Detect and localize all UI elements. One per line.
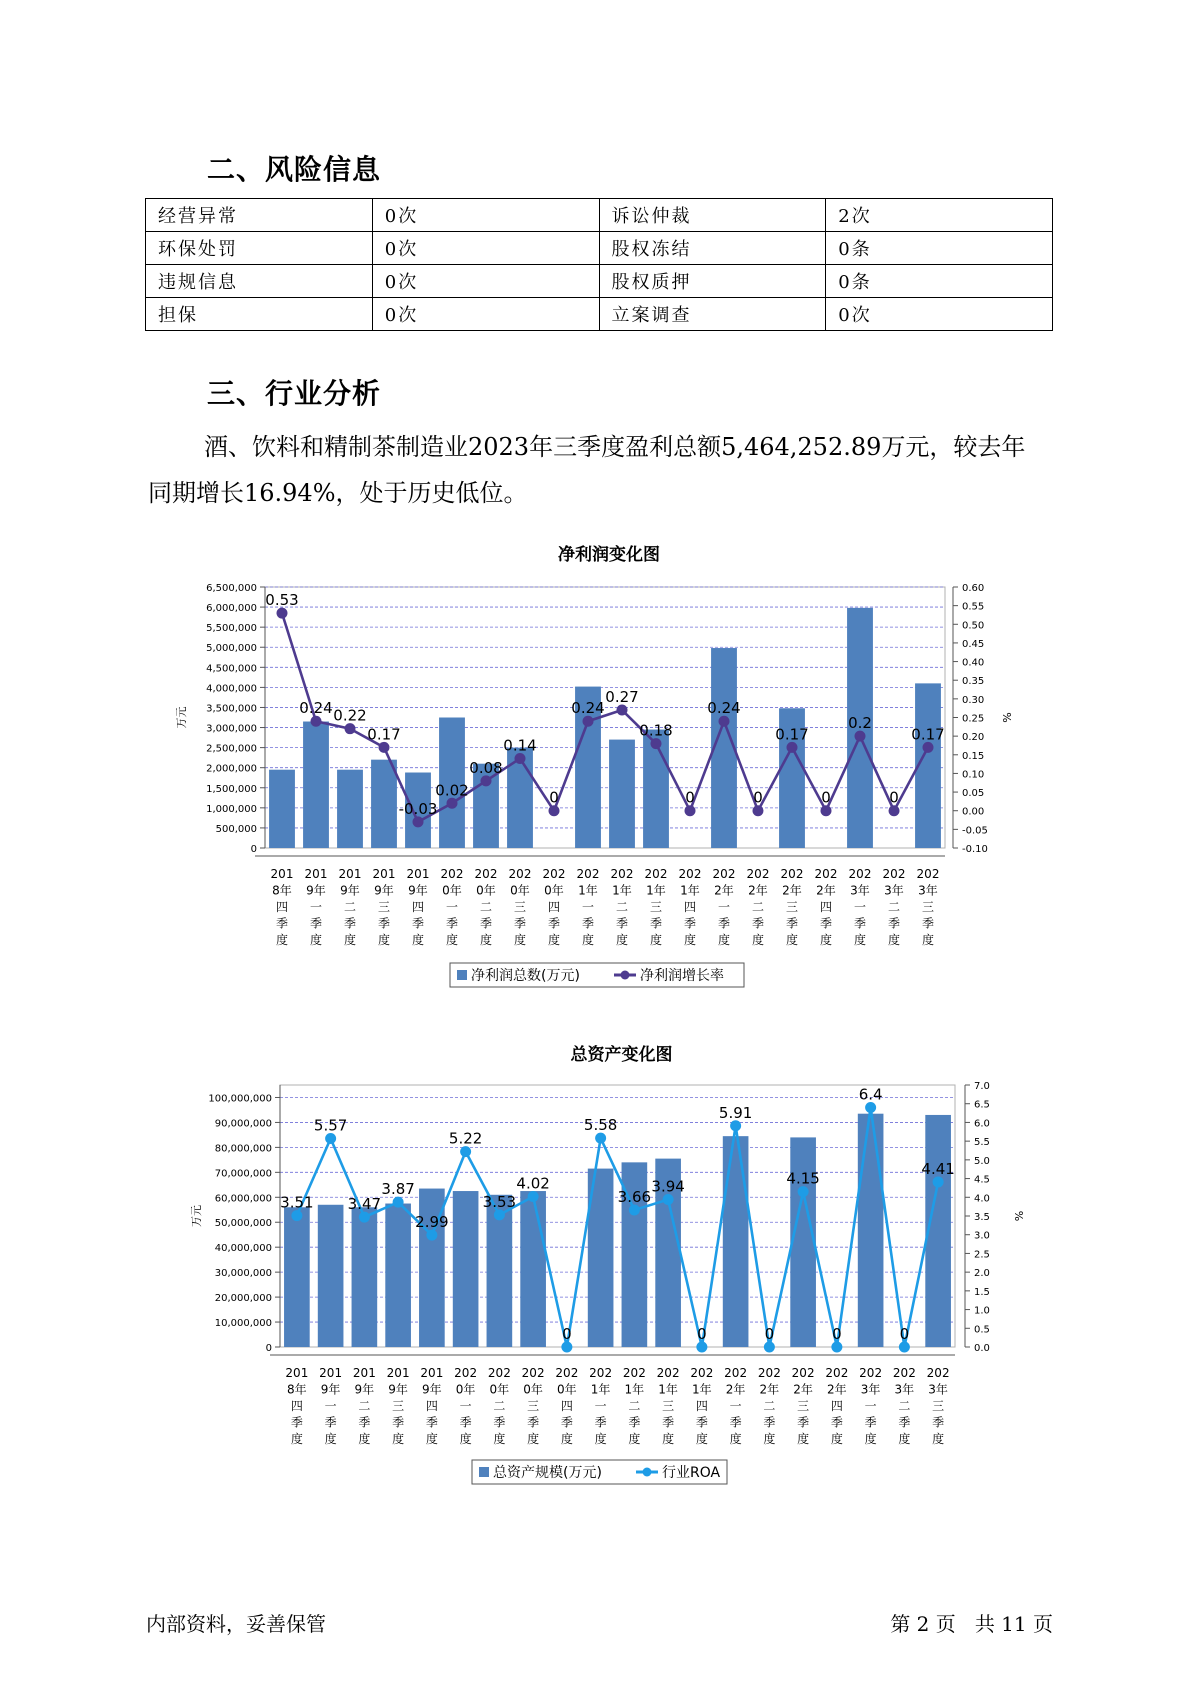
legend-line-label: 行业ROA (662, 1465, 721, 1481)
category-label: 202 3年二季度 (892, 1366, 916, 1446)
footer-page-number: 第 2 页 共 11 页 (890, 1612, 1053, 1636)
data-label: 5.91 (718, 1103, 753, 1122)
data-label: 0.27 (605, 688, 639, 707)
risk-item-label: 股权质押 (599, 265, 826, 298)
line-point (460, 1146, 471, 1157)
bar (520, 1191, 546, 1347)
data-label: 3.66 (617, 1188, 652, 1207)
category-label: 201 9年一季度 (319, 1366, 343, 1446)
line-point (393, 1197, 404, 1208)
line-point (325, 1133, 336, 1144)
data-label: 0 (821, 788, 831, 807)
legend-line-label: 净利润增长率 (640, 968, 724, 984)
data-label: 0 (889, 788, 899, 807)
right-tick-label: 0.00 (962, 806, 985, 818)
risk-table (145, 198, 1053, 331)
category-label: 201 9年三季度 (372, 867, 396, 947)
risk-item-value: 0次 (826, 298, 1053, 331)
data-label: 3.53 (482, 1192, 517, 1211)
data-label: 0 (685, 788, 695, 807)
left-tick-label: 1,000,000 (206, 803, 257, 815)
bar (337, 770, 363, 848)
category-label: 202 0年三季度 (508, 867, 532, 947)
right-tick-label: 1.0 (974, 1305, 990, 1317)
bar (453, 1191, 479, 1347)
category-label: 202 2年二季度 (757, 1366, 781, 1446)
category-label: 202 2年一季度 (712, 867, 736, 947)
category-label: 202 2年一季度 (724, 1366, 748, 1446)
category-label: 202 0年一季度 (440, 867, 464, 947)
chart-title: 净利润变化图 (558, 545, 660, 565)
right-tick-label: 0.50 (962, 620, 985, 632)
category-label: 202 0年二季度 (474, 867, 498, 947)
data-label: 5.57 (313, 1116, 348, 1135)
left-tick-label: 6,500,000 (206, 583, 257, 594)
legend-line-marker (643, 1468, 652, 1477)
left-tick-label: 90,000,000 (214, 1118, 272, 1130)
right-axis-title: % (1012, 1210, 1025, 1222)
line-point (481, 775, 492, 786)
risk-table-row (146, 298, 1053, 331)
right-tick-label: 4.0 (974, 1193, 990, 1205)
left-tick-label: 70,000,000 (214, 1168, 272, 1180)
data-label: 0.17 (911, 725, 945, 744)
risk-table-row (146, 232, 1053, 265)
category-label: 201 9年四季度 (420, 1366, 444, 1446)
data-label: 0.18 (639, 721, 673, 740)
risk-item-value: 0次 (372, 298, 599, 331)
right-tick-label: 0.5 (974, 1324, 990, 1336)
line-point (663, 1194, 674, 1205)
risk-item-value: 0条 (826, 232, 1053, 265)
line-point (561, 1342, 572, 1353)
category-label: 201 9年三季度 (386, 1366, 410, 1446)
data-label: 0 (562, 1325, 572, 1343)
line-point (787, 742, 798, 753)
data-label: 0.24 (707, 699, 741, 718)
risk-table-row (146, 199, 1053, 232)
line-point (719, 716, 730, 727)
line-point (696, 1342, 707, 1353)
category-label: 201 9年四季度 (406, 867, 430, 947)
legend-bar-swatch (479, 1467, 489, 1477)
left-tick-label: 0 (250, 844, 257, 855)
left-tick-label: 3,500,000 (206, 703, 257, 715)
category-label: 202 2年三季度 (791, 1366, 815, 1446)
right-tick-label: 0.10 (962, 769, 985, 781)
data-label: 0 (764, 1325, 775, 1343)
analysis-paragraph: 酒、饮料和精制茶制造业2023年三季度盈利总额5,464,252.89万元，较去年同期增长16.94%，处于历史低位。 (148, 433, 1026, 507)
risk-item-value: 0次 (372, 199, 599, 232)
line-point (426, 1230, 437, 1241)
bar (723, 1136, 749, 1347)
category-label: 202 2年四季度 (814, 867, 838, 947)
category-label: 202 2年四季度 (825, 1366, 849, 1446)
category-label: 202 2年三季度 (780, 867, 804, 947)
bar (352, 1207, 378, 1347)
right-tick-label: 0.45 (962, 638, 985, 650)
line-point (629, 1205, 640, 1216)
data-label: 5.58 (583, 1116, 618, 1135)
risk-item-label: 违规信息 (146, 265, 373, 298)
right-tick-label: 5.5 (974, 1137, 990, 1149)
left-tick-label: 30,000,000 (214, 1268, 272, 1280)
data-label: 0.17 (367, 725, 401, 744)
category-label: 202 2年二季度 (746, 867, 770, 947)
data-label: 0.22 (333, 706, 367, 725)
bar (269, 770, 295, 848)
line-point (494, 1209, 505, 1220)
line-point (933, 1176, 944, 1187)
legend-bar-label: 净利润总数(万元) (471, 968, 580, 984)
left-tick-label: 3,000,000 (206, 723, 257, 735)
category-label: 202 0年二季度 (487, 1366, 511, 1446)
left-tick-label: 6,000,000 (206, 603, 257, 615)
bar (371, 760, 397, 848)
right-tick-label: 0.0 (974, 1343, 990, 1354)
line-point (515, 753, 526, 764)
category-label: 201 9年二季度 (338, 867, 362, 947)
left-tick-label: 100,000,000 (208, 1093, 272, 1105)
left-tick-label: 2,000,000 (206, 763, 257, 775)
right-tick-label: 0.05 (962, 788, 985, 800)
data-label: 0.53 (265, 591, 299, 610)
category-label: 202 1年二季度 (610, 867, 634, 947)
data-label: 0 (549, 788, 559, 807)
line-point (528, 1191, 539, 1202)
legend-line-marker (621, 971, 630, 980)
category-label: 202 3年三季度 (916, 867, 940, 947)
chart-title: 总资产变化图 (570, 1045, 673, 1065)
left-tick-label: 1,500,000 (206, 783, 257, 795)
line-point (831, 1342, 842, 1353)
legend-bar-label: 总资产规模(万元) (493, 1465, 602, 1481)
left-tick-label: 50,000,000 (214, 1218, 272, 1230)
data-label: 0.24 (299, 699, 333, 718)
bar (609, 740, 635, 848)
data-label: 0 (697, 1325, 707, 1343)
line-point (798, 1186, 809, 1197)
data-label: 3.51 (280, 1193, 314, 1212)
line-point (447, 798, 458, 809)
line-point (549, 805, 560, 816)
category-label: 202 0年四季度 (542, 867, 566, 947)
category-label: 202 1年四季度 (690, 1366, 714, 1446)
category-label: 202 1年一季度 (589, 1366, 613, 1446)
left-tick-label: 5,000,000 (206, 643, 257, 655)
risk-item-label: 诉讼仲裁 (599, 199, 826, 232)
category-label: 201 9年一季度 (304, 867, 328, 947)
line-point (413, 816, 424, 827)
category-label: 202 0年一季度 (454, 1366, 478, 1446)
right-tick-label: 0.60 (962, 583, 985, 594)
left-tick-label: 0 (265, 1343, 272, 1354)
right-tick-label: 3.0 (974, 1230, 990, 1242)
line-point (764, 1342, 775, 1353)
footer-confidential-note: 内部资料，妥善保管 (146, 1612, 326, 1636)
line-point (855, 731, 866, 742)
right-tick-label: -0.05 (962, 825, 988, 837)
data-label: 0 (832, 1325, 842, 1343)
data-label: 6.4 (858, 1085, 883, 1104)
category-label: 201 9年二季度 (352, 1366, 376, 1446)
right-tick-label: 4.5 (974, 1174, 990, 1186)
left-tick-label: 5,500,000 (206, 623, 257, 635)
data-label: 0.14 (503, 736, 537, 755)
right-tick-label: -0.10 (962, 844, 988, 855)
right-tick-label: 0.30 (962, 694, 985, 706)
risk-item-value: 0条 (826, 265, 1053, 298)
line-point (753, 805, 764, 816)
left-tick-label: 60,000,000 (214, 1193, 272, 1205)
risk-item-label: 股权冻结 (599, 232, 826, 265)
data-label: 3.47 (347, 1195, 382, 1214)
category-label: 202 1年四季度 (678, 867, 702, 947)
line-point (617, 705, 628, 716)
right-tick-label: 6.0 (974, 1118, 990, 1130)
data-label: -0.03 (398, 799, 438, 818)
line-point (923, 742, 934, 753)
left-axis-title: 万元 (175, 706, 188, 729)
left-tick-label: 4,500,000 (206, 663, 257, 675)
line-point (595, 1133, 606, 1144)
right-tick-label: 1.5 (974, 1286, 990, 1298)
data-label: 3.94 (651, 1177, 685, 1196)
category-label: 202 3年二季度 (882, 867, 906, 947)
category-label: 201 8年四季度 (270, 867, 294, 947)
right-tick-label: 0.35 (962, 676, 985, 688)
legend-bar-swatch (457, 970, 467, 980)
risk-item-label: 环保处罚 (146, 232, 373, 265)
data-label: 5.22 (448, 1129, 483, 1148)
risk-item-label: 担保 (146, 298, 373, 331)
line-point (291, 1210, 302, 1221)
left-tick-label: 500,000 (215, 823, 257, 835)
left-axis-title: 万元 (190, 1205, 203, 1227)
line-point (889, 805, 900, 816)
line-point (345, 723, 356, 734)
data-label: 4.15 (786, 1169, 820, 1188)
data-label: 4.41 (921, 1159, 955, 1178)
line-point (311, 716, 322, 727)
bar (318, 1205, 344, 1347)
category-label: 202 3年一季度 (859, 1366, 883, 1446)
line-point (685, 805, 696, 816)
left-tick-label: 80,000,000 (214, 1143, 272, 1155)
right-tick-label: 7.0 (974, 1081, 990, 1092)
risk-item-label: 经营异常 (146, 199, 373, 232)
net-profit-chart (0, 540, 1191, 1020)
right-tick-label: 0.25 (962, 713, 985, 725)
right-tick-label: 2.0 (974, 1268, 990, 1280)
right-tick-label: 6.5 (974, 1099, 990, 1111)
line-point (359, 1212, 370, 1223)
category-label: 202 3年三季度 (926, 1366, 950, 1446)
line-point (865, 1102, 876, 1113)
category-label: 202 1年三季度 (644, 867, 668, 947)
category-label: 202 3年一季度 (848, 867, 872, 947)
left-tick-label: 2,500,000 (206, 743, 257, 755)
right-tick-label: 0.20 (962, 732, 985, 744)
right-tick-label: 0.55 (962, 601, 985, 613)
plot-frame (280, 1085, 955, 1347)
right-tick-label: 0.15 (962, 750, 985, 762)
risk-item-value: 0次 (372, 265, 599, 298)
right-tick-label: 0.40 (962, 657, 985, 669)
category-label: 202 0年三季度 (521, 1366, 545, 1446)
data-label: 2.99 (415, 1213, 449, 1232)
left-tick-label: 4,000,000 (206, 683, 257, 695)
line-point (651, 738, 662, 749)
right-tick-label: 5.0 (974, 1155, 990, 1167)
section-3-title: 三、行业分析 (207, 377, 382, 410)
category-label: 202 1年三季度 (656, 1366, 680, 1446)
risk-item-value: 2次 (826, 199, 1053, 232)
data-label: 3.87 (381, 1180, 415, 1199)
right-tick-label: 3.5 (974, 1212, 990, 1223)
category-label: 202 1年一季度 (576, 867, 600, 947)
category-label: 202 1年二季度 (622, 1366, 646, 1446)
bar (303, 722, 329, 848)
data-label: 0.24 (571, 699, 605, 718)
right-axis-title: % (1000, 712, 1013, 723)
bar (858, 1114, 884, 1347)
category-label: 202 0年四季度 (555, 1366, 579, 1446)
category-label: 201 8年四季度 (285, 1366, 309, 1446)
total-assets-chart (0, 1040, 1191, 1520)
line-point (899, 1342, 910, 1353)
data-label: 4.02 (516, 1174, 550, 1193)
line-point (583, 716, 594, 727)
data-label: 0.17 (775, 725, 809, 744)
data-label: 0.02 (435, 781, 469, 800)
data-label: 0 (753, 788, 763, 807)
line-point (379, 742, 390, 753)
left-tick-label: 10,000,000 (214, 1318, 272, 1330)
risk-item-value: 0次 (372, 232, 599, 265)
risk-item-label: 立案调查 (599, 298, 826, 331)
bar (284, 1207, 310, 1347)
bar (385, 1204, 411, 1347)
left-tick-label: 20,000,000 (214, 1293, 272, 1305)
data-label: 0.2 (848, 714, 872, 733)
section-2-title: 二、风险信息 (207, 153, 382, 186)
line-point (277, 608, 288, 619)
risk-table-row (146, 265, 1053, 298)
data-label: 0 (899, 1325, 910, 1343)
left-tick-label: 40,000,000 (214, 1243, 272, 1255)
plot-frame (265, 587, 945, 848)
right-tick-label: 2.5 (974, 1249, 990, 1261)
line-point (730, 1120, 741, 1131)
line-point (821, 805, 832, 816)
data-label: 0.08 (469, 758, 503, 777)
